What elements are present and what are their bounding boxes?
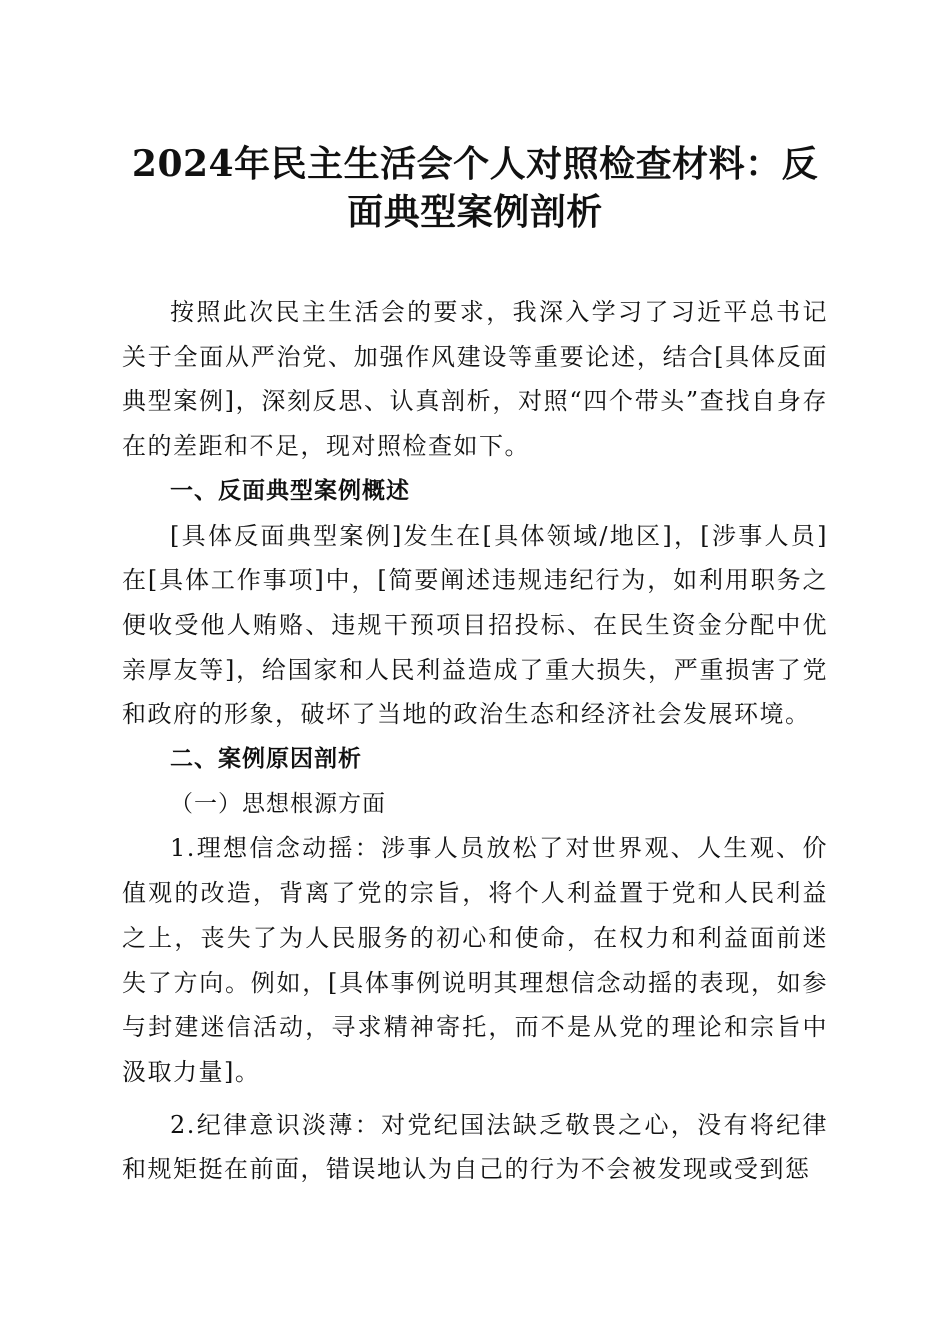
- item-ideals-wavering: 1.理想信念动摇：涉事人员放松了对世界观、人生观、价值观的改造，背离了党的宗旨，将个人利益置于党和人民利益之上，丧失了为人民服务的初心和使命，在权力和利益面前迷失了方向。例如，[具体事例说明其理想信念动摇的表现，如参与封建迷信活动，寻求精神寄托，而不是从党的理论和宗旨中汲取力量]。: [122, 834, 828, 1086]
- subsection-heading-ideological-roots: （一）思想根源方面: [170, 790, 386, 817]
- section-heading-cause-analysis: 二、案例原因剖析: [170, 746, 362, 773]
- item-discipline-weak: 2.纪律意识淡薄：对党纪国法缺乏敬畏之心，没有将纪律和规矩挺在前面，错误地认为自己的行为不会被发现或受到惩: [122, 1110, 828, 1184]
- intro-paragraph: 按照此次民主生活会的要求，我深入学习了习近平总书记关于全面从严治党、加强作风建设等重要论述，结合[具体反面典型案例]，深刻反思、认真剖析，对照“四个带头”查找自身存在的差距和不足，现对照检查如下。: [122, 298, 828, 461]
- section-heading-case-overview: 一、反面典型案例概述: [170, 477, 410, 504]
- document-title: 2024年民主生活会个人对照检查材料：反面典型案例剖析: [131, 143, 819, 233]
- document-body: [122, 290, 828, 1192]
- case-overview-paragraph: [具体反面典型案例]发生在[具体领域/地区]，[涉事人员]在[具体工作事项]中，[简要阐述违规违纪行为，如利用职务之便收受他人贿赂、违规干预项目招投标、在民生资金分配中优亲厚友等]，给国家和人民利益造成了重大损失，严重损害了党和政府的形象，破坏了当地的政治生态和经济社会发展环境。: [122, 521, 828, 729]
